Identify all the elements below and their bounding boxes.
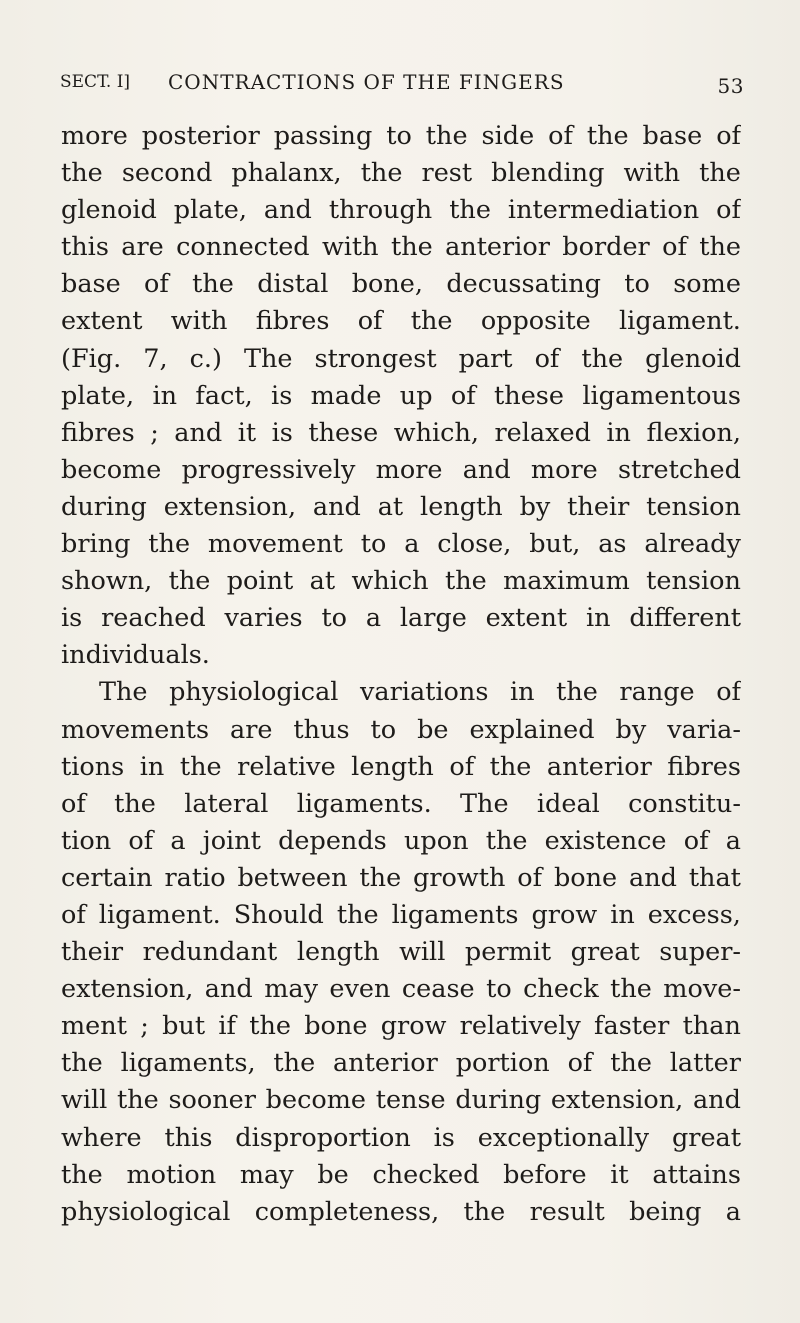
word: to <box>321 603 348 634</box>
word: ligament. <box>98 899 221 930</box>
word: second <box>121 158 213 189</box>
word: length <box>296 937 380 968</box>
word: are <box>230 714 273 745</box>
word: decussating <box>446 269 601 300</box>
word: is <box>61 603 83 634</box>
word: by <box>615 714 647 745</box>
word: of <box>144 269 169 300</box>
text-line <box>61 786 741 823</box>
word: the <box>610 1048 652 1079</box>
text-line <box>61 823 741 860</box>
word: which <box>351 566 429 597</box>
word: stretched <box>617 454 741 485</box>
word: The <box>99 677 148 708</box>
word: and <box>629 862 677 893</box>
word: the <box>444 566 487 597</box>
text-line <box>61 860 741 897</box>
text-line <box>61 1157 741 1194</box>
word: a <box>365 603 382 634</box>
word: ligaments <box>391 899 519 930</box>
word: existence <box>544 825 667 856</box>
word: tions <box>61 751 125 782</box>
word: is <box>271 417 293 448</box>
word: faster <box>594 1011 670 1042</box>
word: of <box>548 121 573 151</box>
word: a <box>725 1196 741 1227</box>
word: the <box>410 306 453 337</box>
word: but <box>162 1011 206 1042</box>
word: the <box>249 1011 291 1042</box>
word: of <box>534 343 560 374</box>
word: up <box>399 380 433 411</box>
word: ; <box>140 1011 149 1042</box>
word: bone <box>553 862 618 893</box>
word: rest <box>421 158 473 189</box>
word: tense <box>375 1085 446 1116</box>
word: movement <box>207 529 343 560</box>
word: ment <box>61 1011 127 1042</box>
word: lateral <box>184 788 269 819</box>
word: great <box>671 1122 741 1153</box>
word: more <box>375 454 443 485</box>
word: permit <box>464 937 552 968</box>
text-line <box>61 749 741 786</box>
word: range <box>619 677 695 708</box>
word: bone <box>304 1011 368 1042</box>
word: the <box>61 1159 103 1190</box>
word: ligaments, <box>120 1048 256 1079</box>
word: be <box>317 1159 349 1190</box>
word: grow <box>531 899 598 930</box>
word: are <box>121 232 164 263</box>
running-header <box>60 68 744 108</box>
text-line <box>61 192 741 229</box>
word: border <box>562 232 650 263</box>
word: physiological <box>169 677 339 708</box>
word: tension <box>646 566 741 597</box>
word: of <box>683 825 709 856</box>
word: but, <box>529 529 581 560</box>
word: this <box>61 232 109 263</box>
word: and <box>462 454 511 485</box>
section-label: SECT. I] <box>60 72 131 92</box>
word: is <box>271 380 293 411</box>
word: relatively <box>459 1011 581 1042</box>
word: anterior <box>546 751 652 782</box>
word: ligaments. <box>296 788 432 819</box>
text-line <box>61 712 741 749</box>
word: to <box>624 269 650 300</box>
text-line: individuals. <box>61 640 210 671</box>
chapter-title: CONTRACTIONS OF THE FINGERS <box>168 70 565 94</box>
text-line <box>61 118 741 155</box>
word: ligament. <box>619 306 741 337</box>
word: a <box>725 825 741 856</box>
word: attains <box>652 1159 741 1190</box>
word: in <box>585 603 611 634</box>
text-line <box>61 489 741 526</box>
word: posterior <box>141 121 260 151</box>
body-text <box>61 118 741 1231</box>
word: may <box>239 1159 294 1190</box>
word: plate, <box>173 195 247 226</box>
word: Should <box>233 899 324 930</box>
word: and <box>692 1085 741 1116</box>
word: blending <box>491 158 605 189</box>
word: plate, <box>61 380 135 411</box>
word: the <box>556 677 598 708</box>
word: physiological <box>61 1196 231 1227</box>
word: of <box>716 195 741 226</box>
word: through <box>328 195 433 226</box>
page-number: 53 <box>717 74 744 98</box>
word: the <box>586 121 629 151</box>
word: the <box>463 1196 506 1227</box>
word: thus <box>293 714 350 745</box>
word: than <box>682 1011 741 1042</box>
word: tension <box>646 491 741 522</box>
word: The <box>460 788 509 819</box>
word: being <box>629 1196 702 1227</box>
word: tion <box>61 825 112 856</box>
word: and <box>174 417 223 448</box>
word: exceptionally <box>477 1122 650 1153</box>
word: side <box>481 121 535 151</box>
word: in <box>139 751 165 782</box>
word: as <box>598 529 627 560</box>
word: ratio <box>164 862 226 893</box>
word: with <box>623 158 681 189</box>
text-line <box>61 1120 741 1157</box>
text-line <box>61 266 741 303</box>
word: and <box>263 195 312 226</box>
word: progressively <box>181 454 356 485</box>
word: the <box>148 529 191 560</box>
word: of <box>128 825 154 856</box>
word: to <box>360 529 387 560</box>
text-line <box>61 1194 741 1231</box>
word: with <box>321 232 379 263</box>
word: extension, <box>163 491 297 522</box>
text-line <box>61 897 741 934</box>
word: checked <box>372 1159 480 1190</box>
word: reached <box>101 603 206 634</box>
word: variations <box>360 677 489 708</box>
word: which, <box>393 417 479 448</box>
word: of <box>662 232 687 263</box>
word: large <box>399 603 467 634</box>
word: during <box>61 491 147 522</box>
word: disproportion <box>235 1122 411 1153</box>
word: strongest <box>314 343 437 374</box>
word: and <box>204 974 253 1005</box>
word: point <box>226 566 294 597</box>
word: the <box>390 232 433 263</box>
word: to <box>486 974 512 1005</box>
word: base <box>642 121 703 151</box>
word: to <box>386 121 412 151</box>
word: these <box>494 380 564 411</box>
word: intermediation <box>507 195 700 226</box>
word: excess, <box>647 899 741 930</box>
word: certain <box>61 862 153 893</box>
text-line <box>61 155 741 192</box>
word: of <box>450 380 476 411</box>
word: of <box>61 899 86 930</box>
word: a <box>404 529 420 560</box>
word: of <box>716 121 741 151</box>
word: opposite <box>480 306 591 337</box>
word: the <box>425 121 468 151</box>
word: bring <box>61 529 131 560</box>
word: the <box>489 751 532 782</box>
text-line <box>61 303 741 340</box>
word: before <box>503 1159 587 1190</box>
word: of <box>357 306 383 337</box>
word: extent <box>61 306 143 337</box>
word: fibres <box>667 751 741 782</box>
word: phalanx, <box>231 158 342 189</box>
word: close, <box>437 529 512 560</box>
word: the <box>485 825 528 856</box>
text-line <box>61 415 741 452</box>
word: will <box>399 937 446 968</box>
word: the <box>117 1085 159 1116</box>
word: fibres <box>255 306 330 337</box>
word: in <box>509 677 535 708</box>
word: their <box>61 937 124 968</box>
word: some <box>673 269 741 300</box>
word: constitu- <box>628 788 741 819</box>
word: the <box>61 1048 103 1079</box>
word: ideal <box>536 788 600 819</box>
word: where <box>61 1122 142 1153</box>
text-line <box>61 1045 741 1082</box>
word: check <box>523 974 599 1005</box>
word: length <box>351 751 434 782</box>
word: the <box>336 899 379 930</box>
word: glenoid <box>61 195 157 226</box>
word: extension, <box>550 1085 684 1116</box>
word: is <box>433 1122 455 1153</box>
word: shown, <box>61 566 153 597</box>
word: base <box>61 269 121 300</box>
word: extension, <box>61 974 194 1005</box>
word: may <box>264 974 318 1005</box>
text-line <box>61 526 741 563</box>
word: latter <box>669 1048 741 1079</box>
word: the <box>179 751 222 782</box>
word: already <box>644 529 741 560</box>
word: the <box>192 269 234 300</box>
word: completeness, <box>254 1196 440 1227</box>
word: of <box>517 862 543 893</box>
word: be <box>417 714 449 745</box>
word: even <box>329 974 391 1005</box>
word: redundant <box>142 937 278 968</box>
word: in <box>606 417 631 448</box>
text-line <box>61 563 741 600</box>
word: connected <box>176 232 310 263</box>
word: the <box>449 195 491 226</box>
word: growth <box>413 862 506 893</box>
word: more <box>61 121 128 151</box>
text-line <box>61 341 741 378</box>
word: the <box>61 158 103 189</box>
text-line <box>61 600 741 637</box>
word: upon <box>403 825 469 856</box>
word: the <box>168 566 211 597</box>
word: of <box>567 1048 593 1079</box>
word: at <box>309 566 336 597</box>
word: bone, <box>351 269 423 300</box>
word: super- <box>659 937 741 968</box>
text-line <box>61 229 741 266</box>
word: move- <box>663 974 741 1005</box>
word: the <box>360 158 403 189</box>
word: become <box>265 1085 366 1116</box>
word: more <box>530 454 598 485</box>
word: relaxed <box>494 417 591 448</box>
word: part <box>458 343 513 374</box>
word: with <box>170 306 228 337</box>
word: portion <box>455 1048 550 1079</box>
word: will <box>61 1085 108 1116</box>
word: in <box>610 899 635 930</box>
text-line <box>61 1008 741 1045</box>
word: their <box>567 491 630 522</box>
word: it <box>610 1159 629 1190</box>
word: depends <box>278 825 387 856</box>
word: explained <box>469 714 595 745</box>
word: ; <box>150 417 159 448</box>
word: become <box>61 454 162 485</box>
word: passing <box>273 121 373 151</box>
word: (Fig. <box>61 343 122 374</box>
word: of <box>61 788 86 819</box>
word: grow <box>380 1011 447 1042</box>
text-line <box>61 971 741 1008</box>
word: of <box>716 677 741 708</box>
word: c.) <box>189 343 222 374</box>
word: the <box>610 974 652 1005</box>
word: this <box>164 1122 213 1153</box>
word: if <box>218 1011 236 1042</box>
word: fibres <box>61 417 135 448</box>
word: cease <box>401 974 475 1005</box>
word: a <box>170 825 186 856</box>
word: of <box>449 751 475 782</box>
text-line <box>61 378 741 415</box>
word: great <box>570 937 640 968</box>
word: to <box>370 714 397 745</box>
word: fact, <box>195 380 253 411</box>
word: movements <box>61 714 210 745</box>
word: different <box>629 603 741 634</box>
word: length <box>420 491 503 522</box>
word: anterior <box>333 1048 438 1079</box>
word: ligamentous <box>582 380 741 411</box>
word: joint <box>202 825 261 856</box>
word: distal <box>257 269 329 300</box>
word: during <box>455 1085 542 1116</box>
word: the <box>699 158 741 189</box>
word: sooner <box>168 1085 256 1116</box>
word: varies <box>224 603 303 634</box>
word: by <box>519 491 551 522</box>
word: glenoid <box>645 343 741 374</box>
word: it <box>237 417 257 448</box>
word: extent <box>485 603 568 634</box>
text-line <box>61 452 741 489</box>
word: at <box>377 491 404 522</box>
word: the <box>581 343 624 374</box>
word: these <box>308 417 379 448</box>
word: The <box>243 343 293 374</box>
word: between <box>237 862 348 893</box>
word: made <box>310 380 382 411</box>
word: varia- <box>667 714 741 745</box>
word: motion <box>126 1159 217 1190</box>
word: result <box>529 1196 605 1227</box>
word: that <box>688 862 741 893</box>
word: the <box>273 1048 316 1079</box>
word: maximum <box>503 566 630 597</box>
text-line <box>61 1082 741 1119</box>
word: anterior <box>445 232 550 263</box>
word: the <box>114 788 156 819</box>
word: and <box>312 491 361 522</box>
word: relative <box>237 751 336 782</box>
word: in <box>152 380 178 411</box>
word: flexion, <box>646 417 741 448</box>
word: the <box>359 862 402 893</box>
text-line <box>61 934 741 971</box>
word: 7, <box>143 343 168 374</box>
word: the <box>699 232 741 263</box>
text-line <box>61 674 741 711</box>
